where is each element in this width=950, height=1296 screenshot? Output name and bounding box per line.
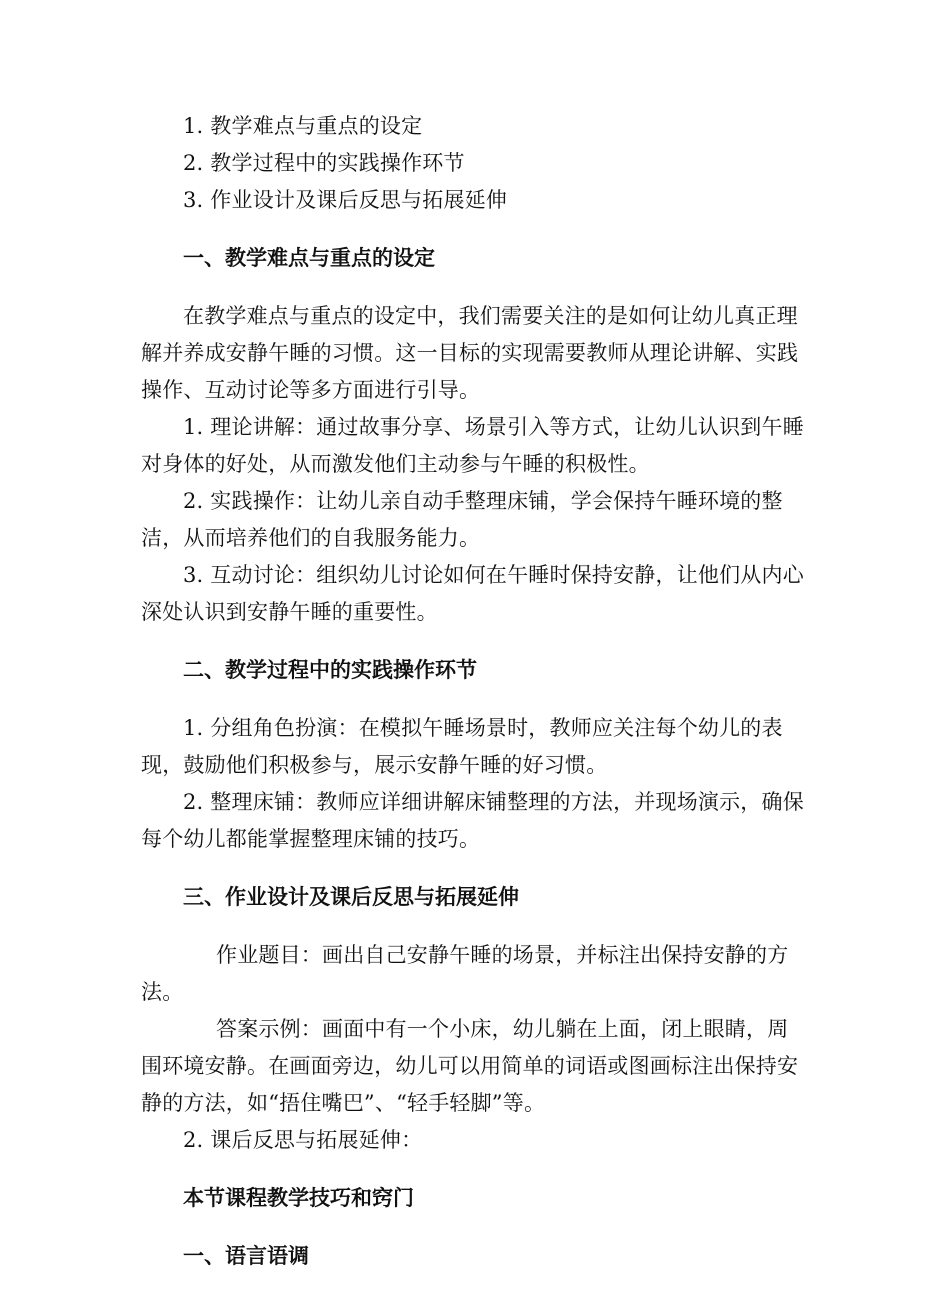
section1-item-3: 3. 互动讨论：组织幼儿讨论如何在午睡时保持安静，让他们从内心深处认识到安静午睡的重要性。 xyxy=(141,563,804,624)
section3-heading: 三、作业设计及课后反思与拓展延伸 xyxy=(183,885,519,909)
section2-item-2: 2. 整理床铺：教师应详细讲解床铺整理的方法，并现场演示，确保每个幼儿都能掌握整理床铺的技巧。 xyxy=(141,790,804,851)
tips-heading: 本节课程教学技巧和窍门 xyxy=(183,1186,414,1210)
section2-item-1: 1. 分组角色扮演：在模拟午睡场景时，教师应关注每个幼儿的表现，鼓励他们积极参与，展示安静午睡的好习惯。 xyxy=(141,716,783,777)
toc-item-3: 3. 作业设计及课后反思与拓展延伸 xyxy=(183,188,508,212)
toc-item-1: 1. 教学难点与重点的设定 xyxy=(183,114,423,138)
toc-item-2: 2. 教学过程中的实践操作环节 xyxy=(183,151,465,175)
section3-item-2: 2. 课后反思与拓展延伸： xyxy=(183,1128,423,1152)
section1-item-1: 1. 理论讲解：通过故事分享、场景引入等方式，让幼儿认识到午睡对身体的好处，从而激发他们主动参与午睡的积极性。 xyxy=(141,415,804,476)
section2-heading: 二、教学过程中的实践操作环节 xyxy=(183,658,477,682)
section1-item-2: 2. 实践操作：让幼儿亲自动手整理床铺，学会保持午睡环境的整洁，从而培养他们的自我服务能力。 xyxy=(141,489,783,550)
section3-homework: 作业题目：画出自己安静午睡的场景，并标注出保持安静的方法。 xyxy=(141,943,789,1004)
document-body xyxy=(141,108,806,1296)
section3-answer: 答案示例：画面中有一个小床，幼儿躺在上面，闭上眼睛，周围环境安静。在画面旁边，幼儿可以用简单的词语或图画标注出保持安静的方法，如“捂住嘴巴”、“轻手轻脚”等。 xyxy=(141,1017,799,1115)
section1-intro: 在教学难点与重点的设定中，我们需要关注的是如何让幼儿真正理解并养成安静午睡的习惯。这一目标的实现需要教师从理论讲解、实践操作、互动讨论等多方面进行引导。 xyxy=(141,304,799,402)
tips-subheading-1: 一、语言语调 xyxy=(183,1244,309,1268)
section1-heading: 一、教学难点与重点的设定 xyxy=(183,246,435,270)
